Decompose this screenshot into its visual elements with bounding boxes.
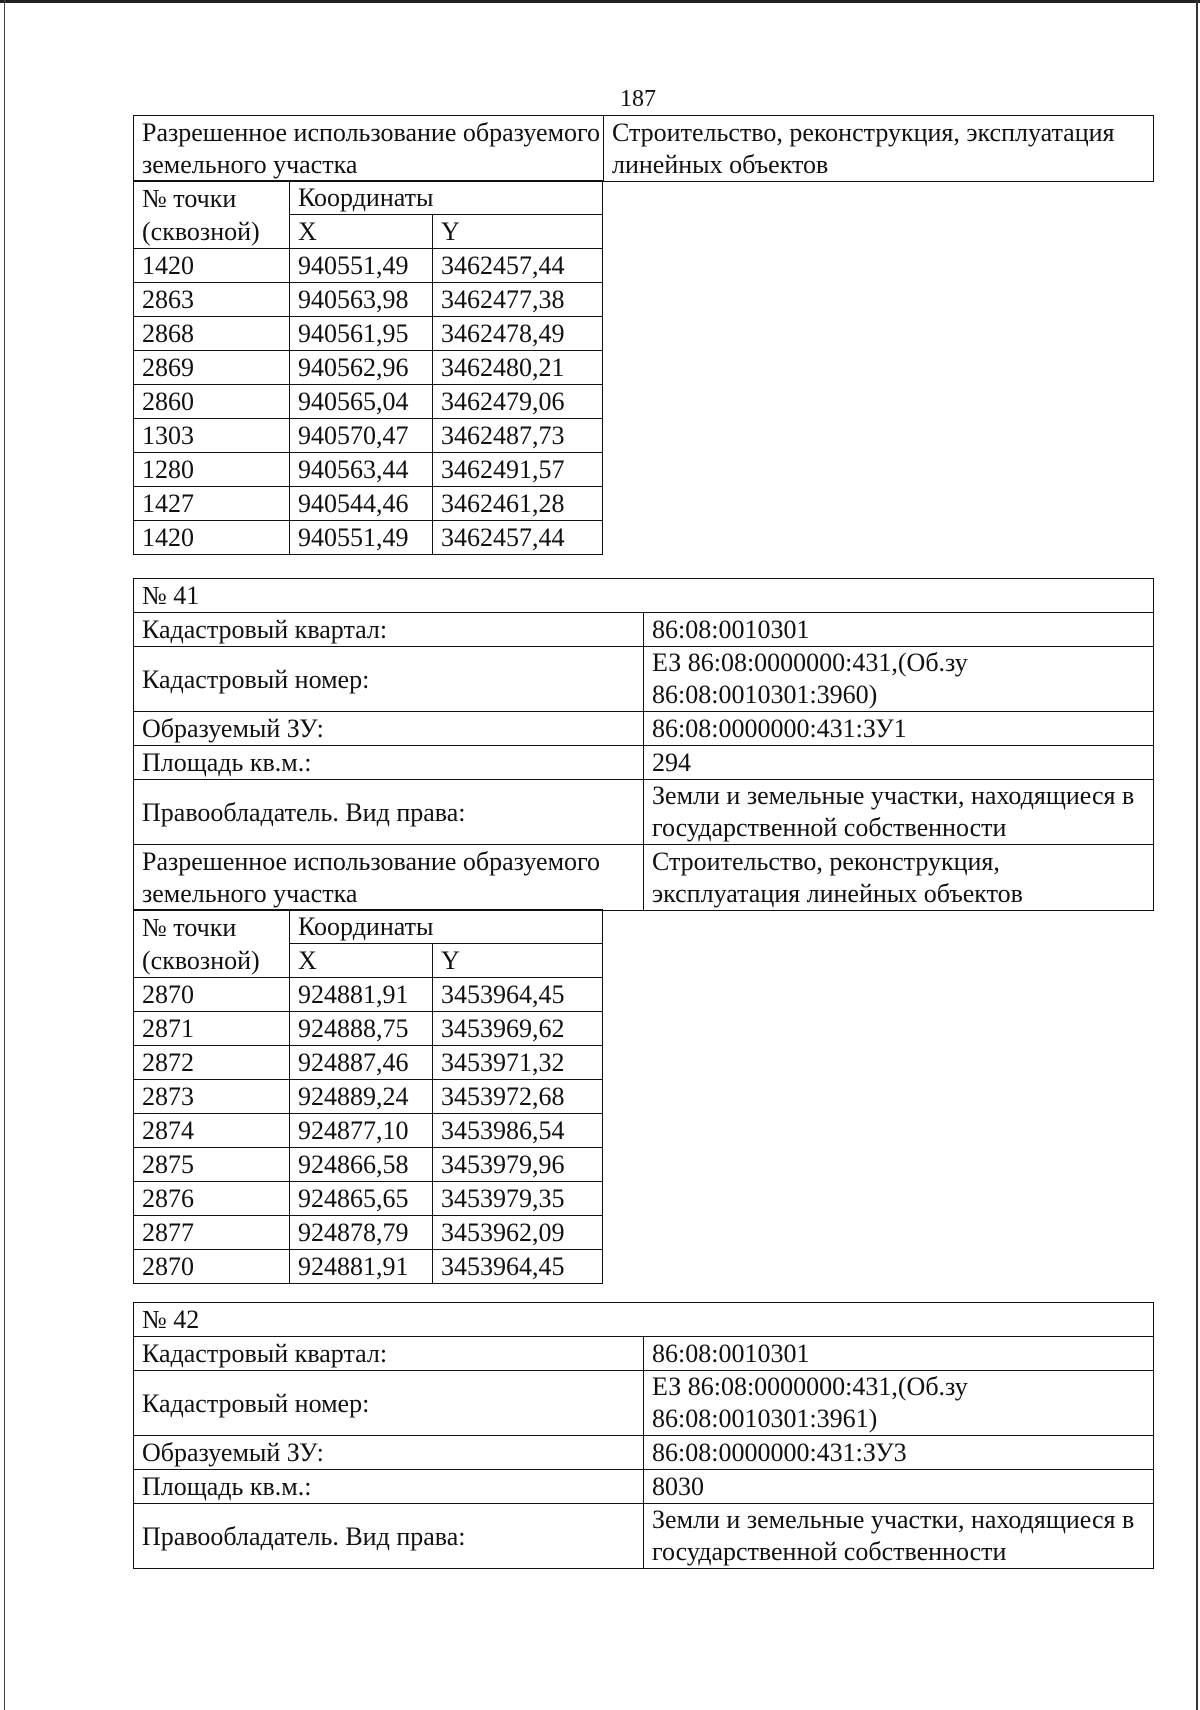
coord-y: 3462478,49 (433, 317, 603, 351)
coord-x: 940544,46 (290, 487, 433, 521)
plot-42-block (133, 1302, 1154, 1569)
coord-x: 924889,24 (290, 1080, 433, 1114)
coord-row (134, 978, 603, 1012)
point-number: 2875 (134, 1148, 290, 1182)
coord-x: 924877,10 (290, 1114, 433, 1148)
formed-plot-value: 86:08:0000000:431:ЗУ1 (644, 712, 1154, 746)
point-number: 2876 (134, 1182, 290, 1216)
coord-x: 940563,98 (290, 283, 433, 317)
coord-y: 3462480,21 (433, 351, 603, 385)
area-label: Площадь кв.м.: (134, 1470, 644, 1504)
formed-plot-label: Образуемый ЗУ: (134, 712, 644, 746)
coord-row (134, 1216, 603, 1250)
usage-label: Разрешенное использование образуемого земельного участка (134, 845, 644, 911)
coord-y: 3453962,09 (433, 1216, 603, 1250)
coord-subheader-row (134, 944, 603, 978)
coord-row (134, 283, 603, 317)
coord-x: 940563,44 (290, 453, 433, 487)
usage-table (133, 115, 1154, 182)
point-number: 1427 (134, 487, 290, 521)
cadastral-quarter-label: Кадастровый квартал: (134, 1337, 644, 1371)
coord-row (134, 385, 603, 419)
coord-y: 3453964,45 (433, 1250, 603, 1284)
coord-rows (134, 249, 603, 555)
coord-y: 3462457,44 (433, 249, 603, 283)
x-header: X (290, 944, 433, 978)
coord-row (134, 1080, 603, 1114)
coord-row (134, 1250, 603, 1284)
coord-header-row (134, 910, 603, 944)
point-number: 2860 (134, 385, 290, 419)
coord-x: 924866,58 (290, 1148, 433, 1182)
cadastral-number-label: Кадастровый номер: (134, 1371, 644, 1436)
coord-row (134, 1046, 603, 1080)
info-row (134, 1337, 1154, 1371)
coord-y: 3462477,38 (433, 283, 603, 317)
info-row (134, 845, 1154, 911)
point-number: 2863 (134, 283, 290, 317)
area-value: 8030 (644, 1470, 1154, 1504)
coord-row (134, 1182, 603, 1216)
y-header: Y (433, 944, 603, 978)
point-number: 2877 (134, 1216, 290, 1250)
cadastral-quarter-value: 86:08:0010301 (644, 1337, 1154, 1371)
info-row (134, 746, 1154, 780)
plot-title: № 41 (134, 579, 1154, 613)
right-holder-value: Земли и земельные участки, находящиеся в государственной собственности (644, 1504, 1154, 1569)
point-header: № точки (134, 910, 290, 944)
point-header: № точки (134, 181, 290, 215)
point-number: 1420 (134, 249, 290, 283)
usage-label: Разрешенное использование образуемого земельного участка (134, 116, 604, 182)
coord-y: 3462479,06 (433, 385, 603, 419)
point-number: 1420 (134, 521, 290, 555)
x-header: X (290, 215, 433, 249)
coord-subheader-row (134, 215, 603, 249)
coord-x: 924878,79 (290, 1216, 433, 1250)
point-number: 2872 (134, 1046, 290, 1080)
point-number: 2868 (134, 317, 290, 351)
cadastral-quarter-label: Кадастровый квартал: (134, 613, 644, 647)
coord-row (134, 419, 603, 453)
formed-plot-value: 86:08:0000000:431:ЗУ3 (644, 1436, 1154, 1470)
coord-y: 3462487,73 (433, 419, 603, 453)
usage-row (134, 116, 1154, 182)
coord-y: 3453964,45 (433, 978, 603, 1012)
coord-row (134, 1114, 603, 1148)
continuation-block (133, 115, 1154, 555)
scan-top-edge (0, 0, 1200, 3)
plot-title-row (134, 1303, 1154, 1337)
area-label: Площадь кв.м.: (134, 746, 644, 780)
point-number: 2870 (134, 978, 290, 1012)
plot-title-row (134, 579, 1154, 613)
coord-header-row (134, 181, 603, 215)
cadastral-quarter-value: 86:08:0010301 (644, 613, 1154, 647)
coords-header: Координаты (290, 181, 603, 215)
point-number: 2871 (134, 1012, 290, 1046)
point-number: 1280 (134, 453, 290, 487)
coord-x: 940570,47 (290, 419, 433, 453)
coord-x: 924865,65 (290, 1182, 433, 1216)
cadastral-number-value: ЕЗ 86:08:0000000:431,(Об.зу 86:08:0010301:3960) (644, 647, 1154, 712)
info-row (134, 613, 1154, 647)
point-subheader: (сквозной) (134, 944, 290, 978)
coord-y: 3462457,44 (433, 521, 603, 555)
formed-plot-label: Образуемый ЗУ: (134, 1436, 644, 1470)
info-row (134, 712, 1154, 746)
scan-left-edge (4, 0, 5, 1710)
coord-row (134, 249, 603, 283)
coord-row (134, 453, 603, 487)
coord-x: 924881,91 (290, 978, 433, 1012)
y-header: Y (433, 215, 603, 249)
info-row (134, 1436, 1154, 1470)
point-number: 1303 (134, 419, 290, 453)
area-value: 294 (644, 746, 1154, 780)
info-row (134, 1470, 1154, 1504)
cadastral-number-label: Кадастровый номер: (134, 647, 644, 712)
coord-y: 3453969,62 (433, 1012, 603, 1046)
right-holder-label: Правообладатель. Вид права: (134, 780, 644, 845)
coord-row (134, 351, 603, 385)
plot-41-info-table (133, 578, 1154, 911)
coord-x: 924887,46 (290, 1046, 433, 1080)
info-row (134, 780, 1154, 845)
coord-x: 940561,95 (290, 317, 433, 351)
coord-y: 3453972,68 (433, 1080, 603, 1114)
usage-value: Строительство, реконструкция, эксплуатация линейных объектов (644, 845, 1154, 911)
coord-y: 3453979,35 (433, 1182, 603, 1216)
coord-x: 940551,49 (290, 249, 433, 283)
point-number: 2874 (134, 1114, 290, 1148)
coord-row (134, 1012, 603, 1046)
coord-y: 3462461,28 (433, 487, 603, 521)
coordinates-table (133, 180, 603, 555)
coord-rows (134, 978, 603, 1284)
point-number: 2870 (134, 1250, 290, 1284)
right-holder-value: Земли и земельные участки, находящиеся в государственной собственности (644, 780, 1154, 845)
coord-y: 3453979,96 (433, 1148, 603, 1182)
plot-title: № 42 (134, 1303, 1154, 1337)
right-holder-label: Правообладатель. Вид права: (134, 1504, 644, 1569)
coord-row (134, 317, 603, 351)
plot-41-block (133, 578, 1154, 1284)
info-row (134, 1371, 1154, 1436)
coordinates-table (133, 909, 603, 1284)
point-number: 2873 (134, 1080, 290, 1114)
coord-y: 3453971,32 (433, 1046, 603, 1080)
page-number: 187 (620, 86, 656, 112)
coord-y: 3453986,54 (433, 1114, 603, 1148)
scan-right-edge (1196, 0, 1198, 1710)
coord-x: 940551,49 (290, 521, 433, 555)
coord-x: 940562,96 (290, 351, 433, 385)
coord-row (134, 487, 603, 521)
plot-42-info-table (133, 1302, 1154, 1569)
coord-row (134, 1148, 603, 1182)
cadastral-number-value: ЕЗ 86:08:0000000:431,(Об.зу 86:08:0010301:3961) (644, 1371, 1154, 1436)
usage-value: Строительство, реконструкция, эксплуатация линейных объектов (604, 116, 1154, 182)
coord-y: 3462491,57 (433, 453, 603, 487)
info-row (134, 1504, 1154, 1569)
point-number: 2869 (134, 351, 290, 385)
coord-row (134, 521, 603, 555)
coord-x: 924888,75 (290, 1012, 433, 1046)
point-subheader: (сквозной) (134, 215, 290, 249)
info-row (134, 647, 1154, 712)
coord-x: 924881,91 (290, 1250, 433, 1284)
coords-header: Координаты (290, 910, 603, 944)
coord-x: 940565,04 (290, 385, 433, 419)
